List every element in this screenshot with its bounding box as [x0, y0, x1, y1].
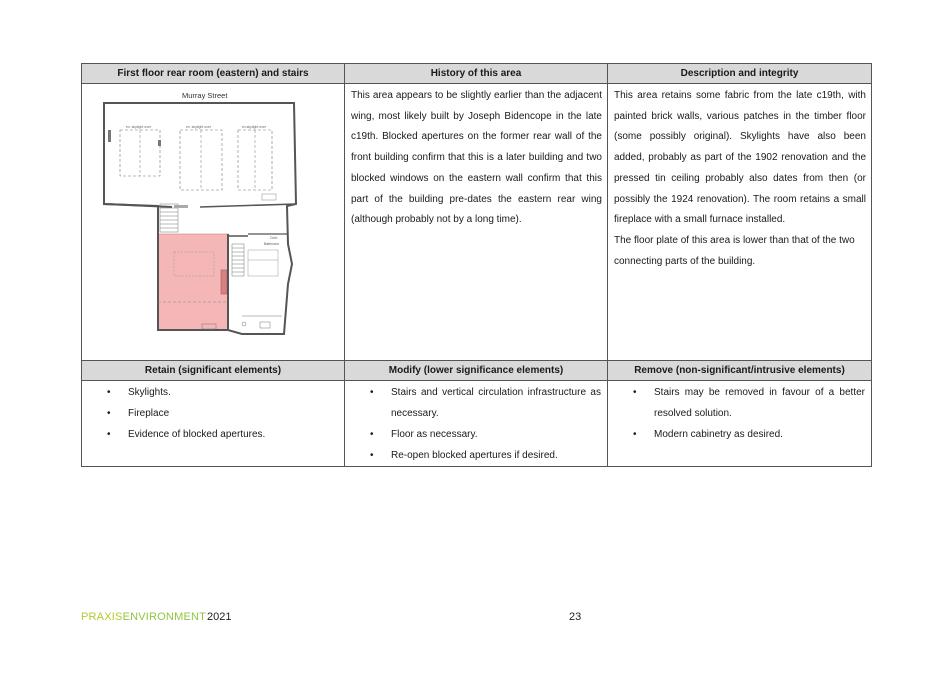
header-area: First floor rear room (eastern) and stairs [82, 64, 345, 84]
description-cell [608, 84, 872, 361]
list-item: • Evidence of blocked apertures. [82, 424, 338, 445]
retain-list [82, 381, 344, 445]
remove-cell [608, 381, 872, 467]
street-label: Murray Street [182, 91, 228, 100]
remove-list [608, 381, 871, 445]
plan-small-label-2: Bathroom [264, 242, 280, 246]
header-retain: Retain (significant elements) [82, 361, 345, 381]
footer-brand [81, 611, 206, 623]
fireplace [221, 270, 227, 294]
list-item: • Stairs may be removed in favour of a better resolved solution. [608, 382, 865, 424]
page-number: 23 [569, 611, 582, 623]
stairs-lower [232, 244, 244, 276]
modify-cell [345, 381, 608, 467]
heritage-assessment-table [81, 63, 872, 467]
retain-cell [82, 381, 345, 467]
header-modify: Modify (lower significance elements) [345, 361, 608, 381]
brand-environment: ENVIRONMENT [122, 611, 207, 623]
header-remove: Remove (non-significant/intrusive elements) [608, 361, 872, 381]
list-item: • Re-open blocked apertures if desired. [345, 445, 601, 466]
description-paragraph-1: This area retains some fabric from the late c19th, with painted brick walls, various patches in the timber floor (some possibly original). Skylights have also been added, probably as part of the 1902 renovation and the pressed tin ceiling probably also dates from then (or possibly the 1924 renovation). The room retains a small fireplace with a small furnace installed. [614, 90, 866, 226]
description-paragraph-2: The floor plate of this area is lower than that of the two connecting parts of the building. [614, 234, 855, 267]
content-row [82, 84, 872, 361]
floor-plan-drawing [82, 84, 344, 360]
header-row-2 [82, 361, 872, 381]
skylight-label-1: ex. skylight over [126, 125, 152, 129]
plan-small-label-1: Cmh [270, 236, 278, 240]
skylight-label-3: ex.skylight over [242, 125, 267, 129]
header-row [82, 64, 872, 84]
list-item: • Floor as necessary. [345, 424, 601, 445]
header-description: Description and integrity [608, 64, 872, 84]
floor-plan-cell [82, 84, 345, 361]
history-text: This area appears to be slightly earlier than the adjacent wing, most likely built by Joseph Bidencope in the late c19th. Blocked apertures on the former rear wall of the front building confirm that this is a later building and two blocked windows on the eastern wall confirm that this part of the building pre-dates the eastern rear wing (although probably not by a long time). [351, 90, 602, 226]
modify-list [345, 381, 607, 466]
list-item: • Fireplace [82, 403, 338, 424]
history-cell [345, 84, 608, 361]
list-item: • Stairs and vertical circulation infrastructure as necessary. [345, 382, 601, 424]
elements-row [82, 381, 872, 467]
stairs-upper [160, 204, 178, 232]
brand-praxis: PRAXIS [81, 611, 123, 623]
list-item: • Modern cabinetry as desired. [608, 424, 865, 445]
highlighted-room [158, 234, 228, 330]
skylight-label-2: ex. skylight over [186, 125, 212, 129]
footer-year: 2021 [207, 611, 232, 623]
list-item: • Skylights. [82, 382, 338, 403]
header-history: History of this area [345, 64, 608, 84]
